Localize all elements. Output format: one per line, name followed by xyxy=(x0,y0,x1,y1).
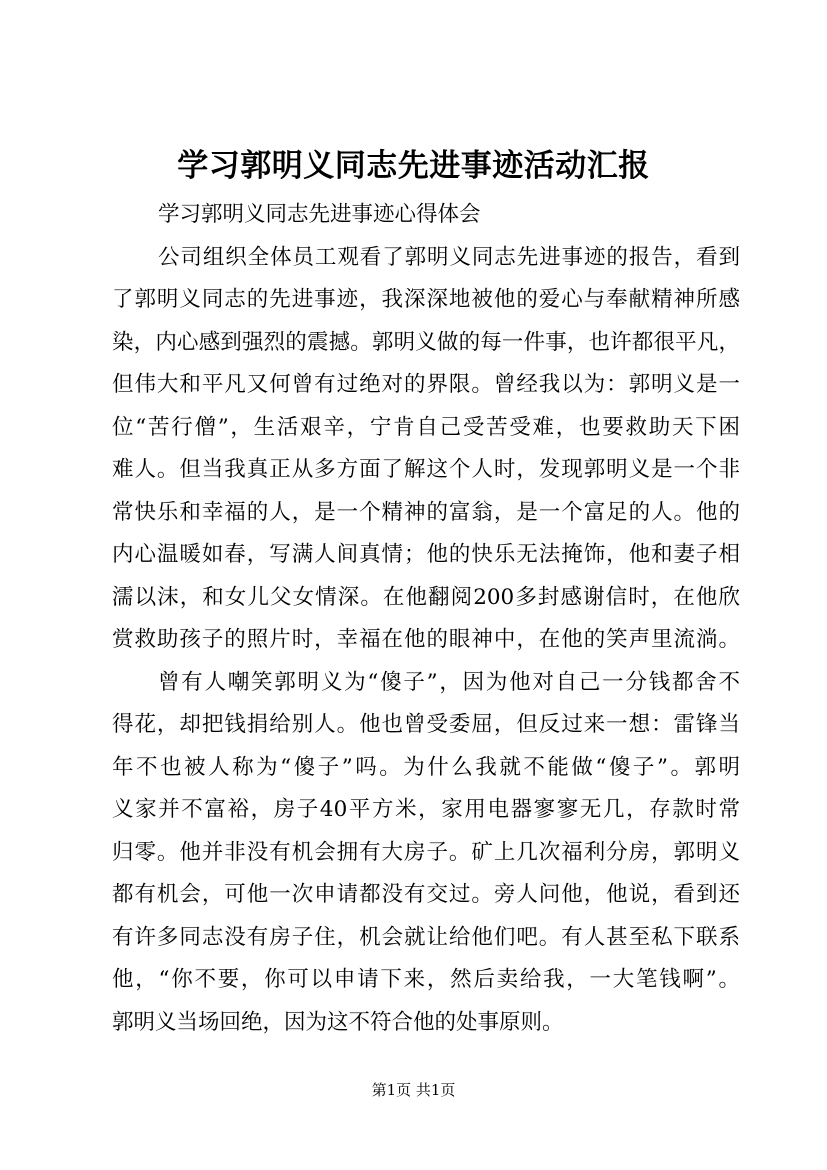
paragraph-line: 归零。他并非没有机会拥有大房子。矿上几次福利分房，郭明义 xyxy=(112,839,740,865)
paragraph-line: 赏救助孩子的照片时，幸福在他的眼神中，在他的笑声里流淌。 xyxy=(112,627,740,652)
document-title: 学习郭明义同志先进事迹活动汇报 xyxy=(177,148,650,184)
document-body xyxy=(112,194,740,1044)
paragraph-line: 了郭明义同志的先进事迹，我深深地被他的爱心与奉献精神所感 xyxy=(112,287,740,312)
subtitle-line: 学习郭明义同志先进事迹心得体会 xyxy=(158,202,481,227)
paragraph-line: 内心温暖如春，写满人间真情；他的快乐无法掩饰，他和妻子相 xyxy=(112,542,740,567)
paragraph-line: 濡以沫，和女儿父女情深。在他翻阅200多封感谢信时，在他欣 xyxy=(112,584,740,610)
paragraph-line: 染，内心感到强烈的震撼。郭明义做的每一件事，也许都很平凡， xyxy=(112,329,740,355)
paragraph-line: 常快乐和幸福的人，是一个精神的富翁，是一个富足的人。他的 xyxy=(112,499,740,525)
paragraph-line: 但伟大和平凡又何曾有过绝对的界限。曾经我以为：郭明义是一 xyxy=(112,372,740,397)
paragraph-line: 得花，却把钱捐给别人。他也曾受委屈，但反过来一想：雷锋当 xyxy=(112,712,740,737)
paragraph-line: 公司组织全体员工观看了郭明义同志先进事迹的报告，看到 xyxy=(158,244,740,270)
paragraph-line: 都有机会，可他一次申请都没有交过。旁人问他，他说，看到还 xyxy=(112,882,740,907)
paragraph-line: 义家并不富裕，房子40平方米，家用电器寥寥无几，存款时常 xyxy=(112,797,740,822)
paragraph-line: 难人。但当我真正从多方面了解这个人时，发现郭明义是一个非 xyxy=(112,457,740,482)
page-number: 第1页 共1页 xyxy=(371,1081,456,1099)
paragraph-line: 年不也被人称为“傻子”吗。为什么我就不能做“傻子”。郭明 xyxy=(112,754,740,780)
paragraph-line: 位“苦行僧”，生活艰辛，宁肯自己受苦受难，也要救助天下困 xyxy=(112,414,740,440)
paragraph-line: 有许多同志没有房子住，机会就让给他们吧。有人甚至私下联系 xyxy=(112,924,740,950)
paragraph-line: 郭明义当场回绝，因为这不符合他的处事原则。 xyxy=(112,1009,564,1035)
paragraph-line: 他，“你不要，你可以申请下来，然后卖给我，一大笔钱啊”。 xyxy=(112,967,740,992)
paragraph-line: 曾有人嘲笑郭明义为“傻子”，因为他对自己一分钱都舍不 xyxy=(158,669,740,695)
